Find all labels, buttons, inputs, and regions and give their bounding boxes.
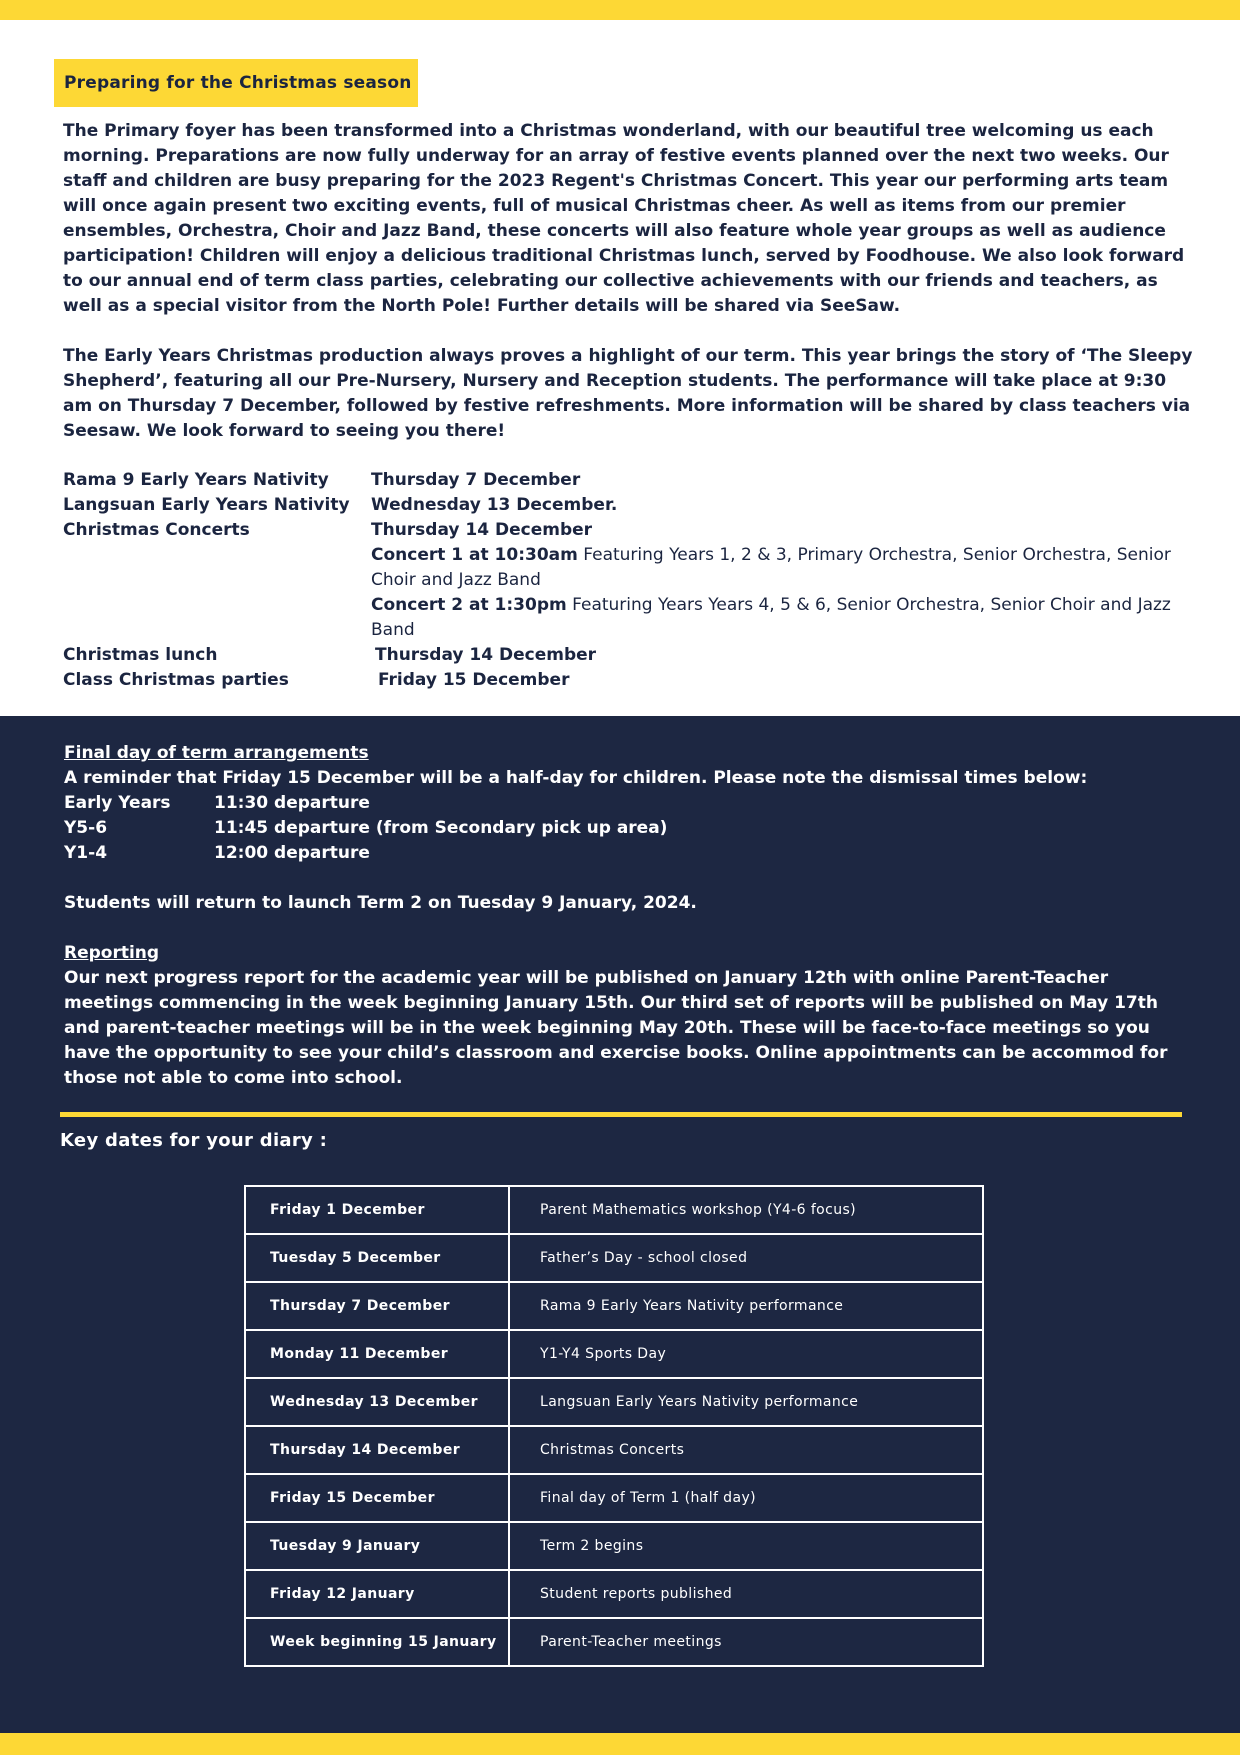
dismissal-time: 11:45 departure (from Secondary pick up area) xyxy=(214,818,668,838)
yellow-divider xyxy=(60,1112,1182,1117)
date-cell: Friday 1 December xyxy=(245,1186,509,1234)
event-cell: Student reports published xyxy=(509,1570,983,1618)
date-cell: Friday 15 December xyxy=(245,1474,509,1522)
event-cell: Langsuan Early Years Nativity performance xyxy=(509,1378,983,1426)
date-cell: Tuesday 5 December xyxy=(245,1234,509,1282)
dismissal-group: Early Years xyxy=(64,793,171,813)
concert-1-detail xyxy=(371,543,1171,593)
event-name: Christmas Concerts xyxy=(63,520,250,540)
date-cell: Friday 12 January xyxy=(245,1570,509,1618)
date-cell: Thursday 7 December xyxy=(245,1282,509,1330)
concert-2-text: Featuring Years Years 4, 5 & 6, Senior Orchestra, Senior Choir and Jazz Band xyxy=(371,595,1171,640)
reporting-heading: Reporting xyxy=(64,943,160,963)
table-row xyxy=(245,1618,983,1666)
dismissal-time: 12:00 departure xyxy=(214,843,370,863)
concert-1-label: Concert 1 at 10:30am xyxy=(371,545,578,565)
event-date: Thursday 7 December xyxy=(371,470,581,490)
event-cell: Parent-Teacher meetings xyxy=(509,1618,983,1666)
key-dates-table xyxy=(244,1185,984,1667)
dismissal-group: Y1-4 xyxy=(64,843,108,863)
event-row xyxy=(63,468,1193,493)
section-heading: Preparing for the Christmas season xyxy=(54,59,418,107)
event-row xyxy=(63,668,1193,693)
table-row xyxy=(245,1234,983,1282)
term-return-text: Students will return to launch Term 2 on Tuesday 9 January, 2024. xyxy=(64,893,697,913)
event-cell: Parent Mathematics workshop (Y4-6 focus) xyxy=(509,1186,983,1234)
final-day-heading: Final day of term arrangements xyxy=(64,743,369,763)
intro-paragraph-1: The Primary foyer has been transformed into a Christmas wonderland, with our beautiful tree welcoming us each morning. Preparations are now fully underway for an array of festive events planned over the next two weeks. Our staff and children are busy preparing for the 2023 Regent's Christmas Concert. This year our performing arts team will once again present two exciting events, full of musical Christmas cheer. As well as items from our premier ensembles, Orchestra, Choir and Jazz Band, these concerts will also feature whole year groups as well as audience participation! Children will enjoy a delicious traditional Christmas lunch, served by Foodhouse. We also look forward to our annual end of term class parties, celebrating our collective achievements with our friends and teachers, as well as a special visitor from the North Pole! Further details will be shared via SeeSaw. xyxy=(63,121,1185,316)
date-cell: Week beginning 15 January xyxy=(245,1618,509,1666)
event-date: Friday 15 December xyxy=(378,670,570,690)
table-row xyxy=(245,1378,983,1426)
event-date: Wednesday 13 December. xyxy=(371,495,618,515)
final-day-text: A reminder that Friday 15 December will be a half-day for children. Please note the dismissal times below: xyxy=(64,768,1088,788)
dismissal-time: 11:30 departure xyxy=(214,793,370,813)
event-cell: Term 2 begins xyxy=(509,1522,983,1570)
event-date: Thursday 14 December xyxy=(375,645,597,665)
event-date: Thursday 14 December xyxy=(371,520,593,540)
intro-paragraph-2: The Early Years Christmas production always proves a highlight of our term. This year brings the story of ‘The Sleepy Shepherd’, featuring all our Pre-Nursery, Nursery and Reception students. The performance will take place at 9:30 am on Thursday 7 December, followed by festive refreshments. More information will be shared by class teachers via Seesaw. We look forward to seeing you there! xyxy=(63,346,1193,441)
event-name: Christmas lunch xyxy=(63,645,218,665)
event-cell: Christmas Concerts xyxy=(509,1426,983,1474)
table-row xyxy=(245,1426,983,1474)
concert-1-text: Featuring Years 1, 2 & 3, Primary Orchestra, Senior Orchestra, Senior Choir and Jazz Band xyxy=(371,545,1171,590)
event-cell: Final day of Term 1 (half day) xyxy=(509,1474,983,1522)
date-cell: Wednesday 13 December xyxy=(245,1378,509,1426)
key-dates-title: Key dates for your diary : xyxy=(60,1130,328,1151)
table-row xyxy=(245,1186,983,1234)
event-name: Class Christmas parties xyxy=(63,670,289,690)
date-cell: Monday 11 December xyxy=(245,1330,509,1378)
reporting-text: Our next progress report for the academic year will be published on January 12th with online Parent-Teacher meetings commencing in the week beginning January 15th. Our third set of reports will be published on May 17th and parent-teacher meetings will be in the week beginning May 20th. These will be face-to-face meetings so you have the opportunity to see your child’s classroom and exercise books. Online appointments can be accommod for those not able to come into school. xyxy=(64,968,1168,1088)
top-accent-bar xyxy=(0,0,1240,20)
event-name: Rama 9 Early Years Nativity xyxy=(63,470,329,490)
concert-2-label: Concert 2 at 1:30pm xyxy=(371,595,567,615)
concert-2-detail xyxy=(371,593,1171,643)
date-cell: Tuesday 9 January xyxy=(245,1522,509,1570)
dismissal-group: Y5-6 xyxy=(64,818,108,838)
date-cell: Thursday 14 December xyxy=(245,1426,509,1474)
table-row xyxy=(245,1570,983,1618)
event-cell: Y1-Y4 Sports Day xyxy=(509,1330,983,1378)
bottom-accent-bar xyxy=(0,1733,1240,1755)
table-row xyxy=(245,1282,983,1330)
event-cell: Father’s Day - school closed xyxy=(509,1234,983,1282)
event-row xyxy=(63,518,1193,543)
table-row xyxy=(245,1330,983,1378)
event-name: Langsuan Early Years Nativity xyxy=(63,495,350,515)
table-row xyxy=(245,1474,983,1522)
table-row xyxy=(245,1522,983,1570)
event-row xyxy=(63,643,1193,668)
event-cell: Rama 9 Early Years Nativity performance xyxy=(509,1282,983,1330)
event-row xyxy=(63,493,1193,518)
